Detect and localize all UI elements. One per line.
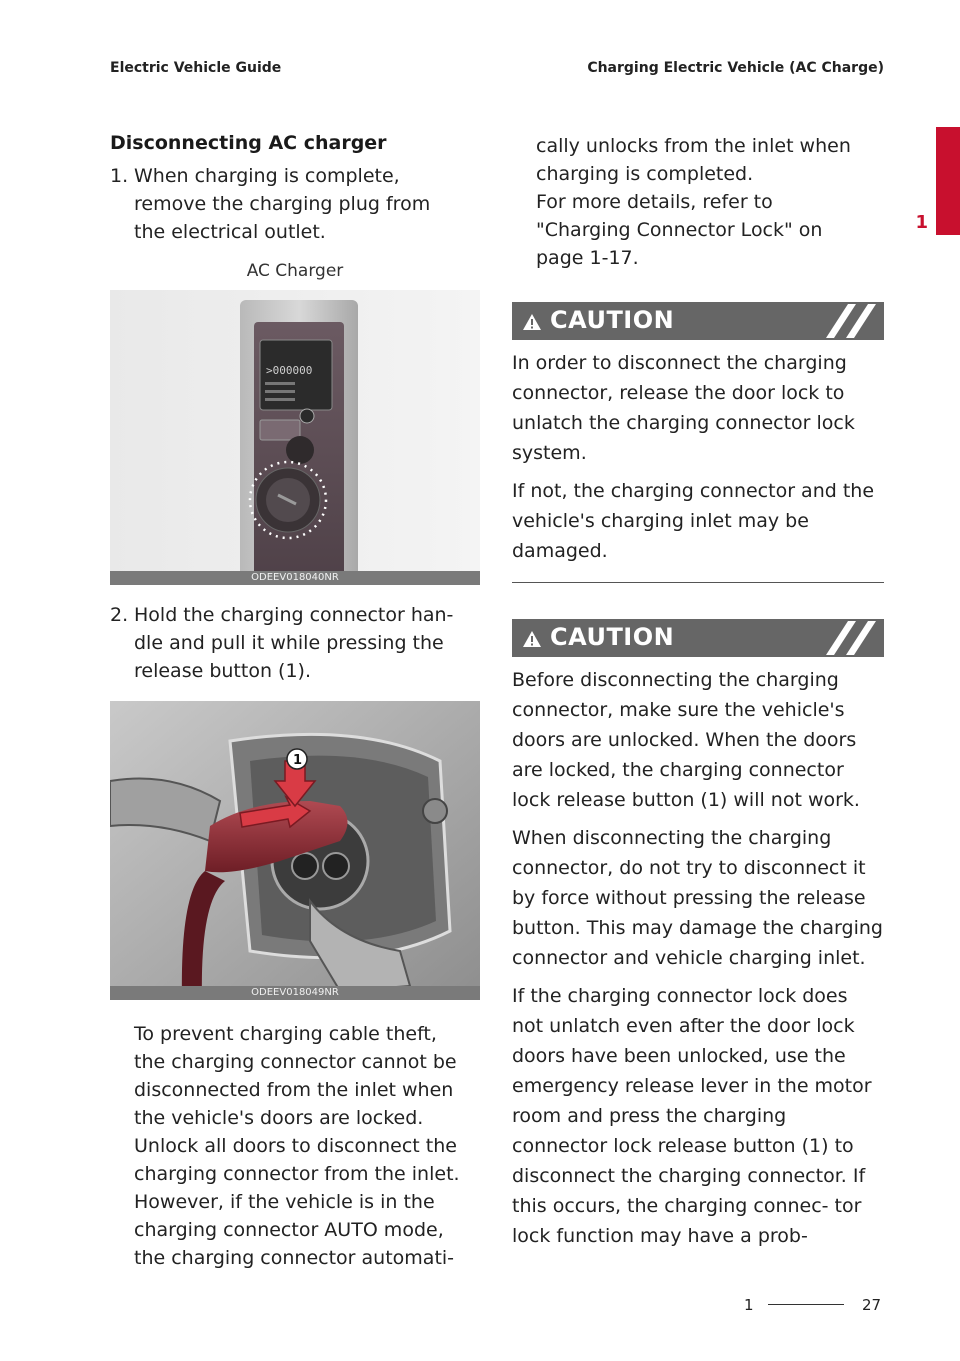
footer-chapter: 1 bbox=[744, 1296, 754, 1314]
paragraph-line: To prevent charging cable theft, bbox=[134, 1023, 437, 1045]
chapter-tab bbox=[936, 127, 960, 235]
step-line: the electrical outlet. bbox=[134, 221, 326, 243]
paragraph-line: charging connector AUTO mode, bbox=[134, 1219, 444, 1241]
slash-decoration bbox=[818, 621, 878, 655]
caution-header bbox=[512, 619, 884, 657]
left-column bbox=[110, 132, 480, 1272]
page-number: 27 bbox=[862, 1296, 882, 1314]
header-section-title: Charging Electric Vehicle (AC Charge) bbox=[587, 60, 884, 76]
paragraph-line: Unlock all doors to disconnect the bbox=[134, 1135, 457, 1157]
figure-code: ODEEV018040NR bbox=[110, 571, 480, 585]
caution-paragraph: Before disconnecting the charging connector, make sure the vehicle's doors are unlocked. When the doors are locked, the charging connector lock release button (1) will not work. bbox=[512, 669, 860, 811]
paragraph-line: the charging connector automati- bbox=[134, 1247, 455, 1269]
caution-paragraph: In order to disconnect the charging connector, release the door lock to unlatch the charging connector lock system. bbox=[512, 352, 855, 464]
step-line: When charging is complete, bbox=[134, 165, 400, 187]
right-column bbox=[512, 132, 884, 1251]
paragraph-line: charging is completed. bbox=[536, 163, 754, 185]
continuation-paragraph bbox=[512, 132, 884, 272]
warning-triangle-icon bbox=[522, 630, 542, 648]
step-2 bbox=[110, 601, 480, 685]
paragraph-line: the charging connector cannot be bbox=[134, 1051, 457, 1073]
section-divider bbox=[512, 582, 884, 583]
chapter-number: 1 bbox=[915, 212, 928, 233]
paragraph-line: However, if the vehicle is in the bbox=[134, 1191, 435, 1213]
warning-triangle-icon bbox=[522, 313, 542, 331]
paragraph-line: the vehicle's doors are locked. bbox=[134, 1107, 424, 1129]
theft-prevention-paragraph bbox=[110, 1020, 480, 1272]
paragraph-line: page 1-17. bbox=[536, 247, 639, 269]
paragraph-line: disconnected from the inlet when bbox=[134, 1079, 454, 1101]
step-line: dle and pull it while pressing the bbox=[134, 632, 444, 654]
header-guide-title: Electric Vehicle Guide bbox=[110, 60, 282, 76]
caution-body bbox=[512, 348, 884, 566]
caution-body bbox=[512, 665, 884, 1251]
step-number: 2. bbox=[110, 604, 129, 626]
paragraph-line: "Charging Connector Lock" on bbox=[536, 219, 823, 241]
step-1 bbox=[110, 162, 480, 246]
figure-caption: AC Charger bbox=[246, 261, 344, 281]
caution-header bbox=[512, 302, 884, 340]
figure-code: ODEEV018049NR bbox=[110, 986, 480, 1000]
ac-charger-illustration bbox=[110, 290, 480, 585]
caution-label: CAUTION bbox=[550, 623, 675, 651]
step-line: release button (1). bbox=[134, 660, 311, 682]
step-number: 1. bbox=[110, 165, 129, 187]
callout-label: 1 bbox=[293, 753, 303, 768]
ac-charger-figure bbox=[110, 290, 480, 585]
footer-rule bbox=[768, 1304, 844, 1305]
step-line: Hold the charging connector han- bbox=[134, 604, 454, 626]
caution-paragraph: If not, the charging connector and the vehicle's charging inlet may be damaged. bbox=[512, 480, 875, 562]
paragraph-line: charging connector from the inlet. bbox=[134, 1163, 460, 1185]
connector-illustration bbox=[110, 701, 480, 1000]
caution-paragraph: If the charging connector lock does not unlatch even after the door lock doors have been unlocked, use the emergency release lever in the motor room and press the charging connector lock release button (1) to disconnect the charging connector. If this occurs, the charging connec- tor lock function may have a prob- bbox=[512, 985, 872, 1247]
lcd-readout: >000000 bbox=[266, 364, 313, 377]
paragraph-line: cally unlocks from the inlet when bbox=[536, 135, 851, 157]
step-line: remove the charging plug from bbox=[134, 193, 431, 215]
caution-label: CAUTION bbox=[550, 306, 675, 334]
section-title: Disconnecting AC charger bbox=[110, 132, 387, 154]
slash-decoration bbox=[818, 304, 878, 338]
charging-connector-figure bbox=[110, 701, 480, 1000]
paragraph-line: For more details, refer to bbox=[536, 191, 773, 213]
caution-paragraph: When disconnecting the charging connector, do not try to disconnect it by force without pressing the release button. This may damage the charging connector and vehicle charging inlet. bbox=[512, 827, 883, 969]
